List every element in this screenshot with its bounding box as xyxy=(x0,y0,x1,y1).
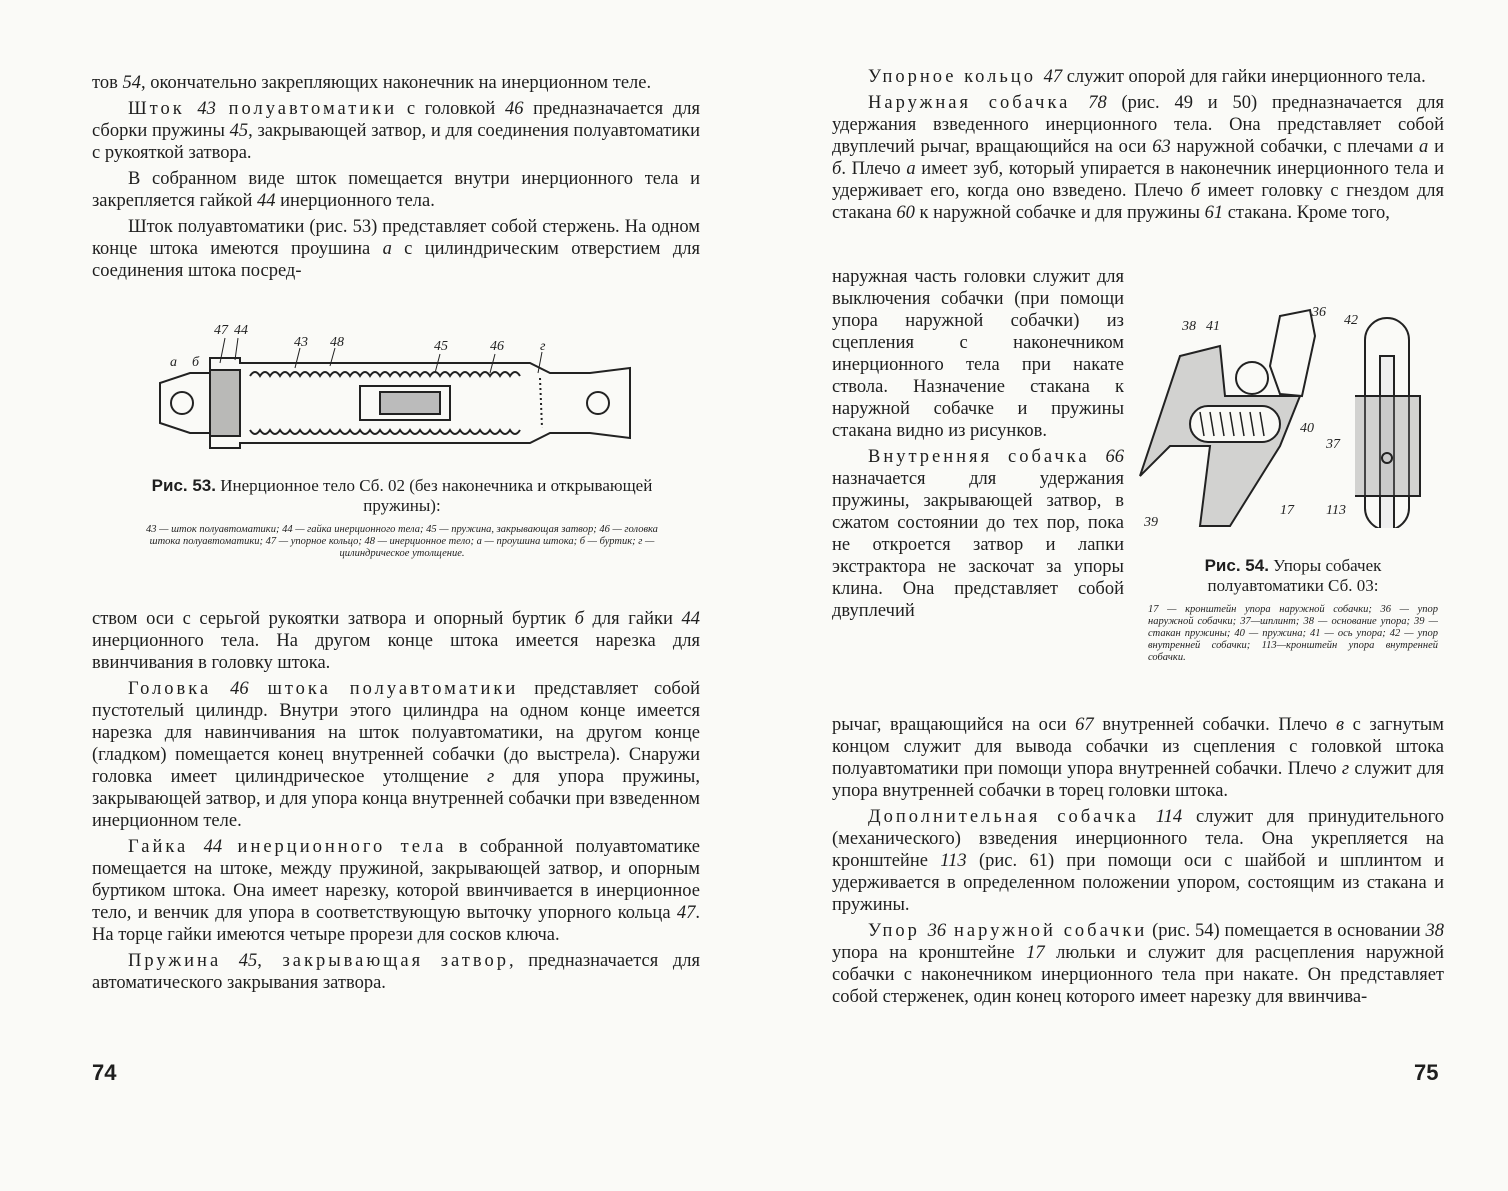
reference-number: 45 xyxy=(229,121,249,141)
right-text-bottom xyxy=(832,714,1444,1012)
figure-53-caption-number: Рис. 53. xyxy=(151,476,216,495)
text-run: инерционного тела. xyxy=(275,191,435,211)
text-run: рычаг, вращающийся на оси xyxy=(832,715,1076,735)
figure-53-caption xyxy=(132,476,672,560)
reference-number: 78 xyxy=(1088,93,1107,113)
text-run: представляет собой пустотелый цилиндр. Внутри этого цилиндра на одном конце имеется нарезка для навинчивания на шток полуавтоматики, на другом конце (гладком) помещается конец внутренней собачки (до выстрела). Снаружи головка имеет цилиндрическое утолщение xyxy=(92,679,700,787)
text-run: с загнутым концом служит для вывода собачки из сцепления с головкой штока полуавтоматики при помощи упора внутренней собачки. Плечо xyxy=(832,715,1444,779)
text-run: имеет зуб, который упирается в наконечник инерционного тела и удерживает его, когда оно взведено. Плечо xyxy=(832,159,1444,201)
text-run: в собранной полуавтоматике помещается на штоке, между пружиной, закрывающей затвор, и опорным буртиком штока. Она имеет нарезку, которой ввинчивается в инерционное тело, и венчик для упора в соответствующую выточку упорного кольца xyxy=(92,837,701,923)
figure-54-drawing xyxy=(1130,296,1450,528)
reference-number: 61 xyxy=(1204,203,1224,223)
text-run: наружной собачки, с плечами xyxy=(1170,137,1420,157)
fig53-label-g: г xyxy=(540,339,546,354)
fig54-label-113: 113 xyxy=(1326,503,1346,518)
reference-number: 44 xyxy=(203,837,223,857)
text-run: Шток полуавтоматики (рис. 53) представляет собой стержень. На одном конце штока имеются проушина xyxy=(92,217,700,259)
spaced-term: Внутренняя собачка xyxy=(868,447,1106,467)
reference-number: 60 xyxy=(896,203,915,223)
text-run: инерционного тела. На другом конце штока имеется нарезка для ввинчивания в головку штока. xyxy=(92,631,700,673)
text-run: внутренней собачки. Плечо xyxy=(1093,715,1336,735)
reference-number: б xyxy=(832,159,842,179)
text-run: стакана. Кроме того, xyxy=(1223,203,1390,223)
reference-number: г xyxy=(1341,759,1350,779)
paragraph xyxy=(832,714,1444,802)
text-run: к наружной собачке и для пружины xyxy=(914,203,1205,223)
right-text-top xyxy=(832,66,1444,228)
fig53-label-43: 43 xyxy=(294,335,308,350)
fig53-label-a: а xyxy=(170,355,177,370)
spaced-term: Наружная собачка xyxy=(868,93,1089,113)
paragraph xyxy=(92,168,700,212)
paragraph xyxy=(92,608,700,674)
spaced-term: полуавтоматики xyxy=(215,99,398,119)
spaced-term: Гайка xyxy=(128,837,204,857)
figure-53-drawing xyxy=(150,318,670,468)
fig54-label-36: 36 xyxy=(1312,305,1326,320)
fig54-label-41: 41 xyxy=(1206,319,1220,334)
fig53-label-45: 45 xyxy=(434,339,448,354)
spaced-term: инерционного тела xyxy=(222,837,447,857)
paragraph xyxy=(832,920,1444,1008)
spaced-term: Шток xyxy=(128,99,198,119)
paragraph xyxy=(92,950,700,994)
reference-number: а xyxy=(382,239,392,259)
page-number-74: 74 xyxy=(92,1060,117,1085)
reference-number: 36 xyxy=(927,921,947,941)
reference-number: 66 xyxy=(1105,447,1124,467)
text-run: , предназначается для автоматического закрывания затвора. xyxy=(92,951,701,993)
reference-number: г xyxy=(487,767,495,787)
reference-number: б xyxy=(574,609,584,629)
reference-number: 38 xyxy=(1425,921,1444,941)
paragraph xyxy=(92,216,700,282)
text-run: с цилиндрическим отверстием для соединения штока посред- xyxy=(92,239,701,281)
text-run: с головкой xyxy=(397,99,505,119)
text-run: для гайки xyxy=(583,609,682,629)
spaced-term: Дополнительная собачка xyxy=(868,807,1156,827)
reference-number: 45 xyxy=(238,951,258,971)
reference-number: 114 xyxy=(1155,807,1183,827)
text-run: и xyxy=(1428,137,1444,157)
fig54-label-17: 17 xyxy=(1280,503,1294,518)
text-run: наружная часть головки служит для выключения собачки (при помощи упора наружной собачки) из сцепления с наконечником инерционного тела при накате ствола. Назначение стакана к наружной собачке и пружины стакана видно из рисунков. xyxy=(832,267,1124,441)
reference-number: 54 xyxy=(122,73,141,93)
fig53-label-47: 47 xyxy=(214,323,228,338)
reference-number: 67 xyxy=(1075,715,1094,735)
spaced-term: штока полуавтоматики xyxy=(248,679,519,699)
text-run: (рис. 49 и 50) предназначается для удержания взведенного инерционного тела. Она представляет собой двуплечий рычаг, вращающийся на оси xyxy=(832,93,1444,157)
reference-number: 113 xyxy=(940,851,967,871)
paragraph xyxy=(832,266,1124,442)
fig54-label-40: 40 xyxy=(1300,421,1314,436)
figure-54-caption-number: Рис. 54. xyxy=(1204,556,1269,575)
left-text-top xyxy=(92,72,700,286)
paragraph xyxy=(832,806,1444,916)
fig53-label-b: б xyxy=(192,355,200,370)
fig53-label-46: 46 xyxy=(490,339,504,354)
paragraph xyxy=(832,446,1124,622)
spaced-term: Головка xyxy=(128,679,231,699)
reference-number: 46 xyxy=(230,679,249,699)
fig54-label-39: 39 xyxy=(1144,515,1158,528)
paragraph xyxy=(832,66,1444,88)
text-run: для упора пружины, закрывающей затвор, и для упора конца внутренней собачки при взведенном инерционном теле. xyxy=(92,767,700,831)
fig54-label-37: 37 xyxy=(1326,437,1340,452)
figure-54-legend: 17 — кронштейн упора наружной собачки; 36 — упор наружной собачки; 37—шплинт; 38 — основание упора; 39 — стакан пружины; 40 — пружина; 41 — ось упора; 42 — упор внутренней собачки; 113—кронштейн упора внутренней собачки. xyxy=(1148,604,1438,663)
right-text-wrap xyxy=(832,266,1124,626)
text-run: имеет головку с гнездом для стакана xyxy=(832,181,1444,223)
figure-54-caption xyxy=(1148,556,1438,664)
spaced-term: наружной собачки xyxy=(946,921,1148,941)
spaced-term: Упорное кольцо xyxy=(868,67,1044,87)
text-run: служит для упора внутренней собачки в торец головки штока. xyxy=(832,759,1444,801)
reference-number: а xyxy=(906,159,916,179)
paragraph xyxy=(92,836,700,946)
right-page xyxy=(754,0,1508,1191)
fig53-label-48: 48 xyxy=(330,335,344,350)
reference-number: 46 xyxy=(504,99,524,119)
reference-number: 63 xyxy=(1152,137,1171,157)
fig53-label-44: 44 xyxy=(234,323,248,338)
reference-number: а xyxy=(1419,137,1429,157)
text-run: предназначается для сборки пружины xyxy=(92,99,701,141)
text-run: . На торце гайки имеются четыре прорези для сосков ключа. xyxy=(92,903,700,945)
text-run: люльки и служит для расцепления наружной собачки с наконечником инерционного тела при накате. Он представляет собой стерженек, один конец которого имеет нарезку для ввинчива- xyxy=(832,943,1444,1007)
text-run: упора на кронштейне xyxy=(832,943,1027,963)
figure-54-caption-text: Упоры собачек полуавтоматики Сб. 03: xyxy=(1207,556,1382,595)
figure-53-legend: 43 — шток полуавтоматики; 44 — гайка инерционного тела; 45 — пружина, закрывающая затвор; 46 — головка штока полуавтоматики; 47 — упорное кольцо; 48 — инерционное тело; а — проушина штока; б — буртик; г — цилиндрическое утолщение. xyxy=(146,524,658,559)
paragraph xyxy=(92,98,700,164)
figure-53-caption-text: Инерционное тело Сб. 02 (без наконечника и открывающей пружины): xyxy=(220,476,653,515)
reference-number: 17 xyxy=(1026,943,1045,963)
text-run: , закрывающей затвор, и для соединения полуавтоматики с рукояткой затвора. xyxy=(92,121,700,163)
spaced-term: Пружина xyxy=(128,951,239,971)
reference-number: 44 xyxy=(681,609,700,629)
paragraph xyxy=(92,72,700,94)
text-run: . Плечо xyxy=(841,159,907,179)
text-run: служит для принудительного (механического) взведения инерционного тела. Она укрепляется на кронштейне xyxy=(832,807,1444,871)
text-run: (рис. 61) при помощи оси с шайбой и шплинтом и удерживается в определенном положении упором, состоящим из стакана и пружины. xyxy=(832,851,1444,915)
reference-number: б xyxy=(1190,181,1200,201)
paragraph xyxy=(832,92,1444,224)
fig54-label-38: 38 xyxy=(1182,319,1196,334)
reference-number: 47 xyxy=(676,903,696,923)
left-text-bottom xyxy=(92,608,700,998)
text-run: ством оси с серьгой рукоятки затвора и опорный буртик xyxy=(92,609,575,629)
fig54-label-42: 42 xyxy=(1344,313,1358,328)
text-run: , окончательно закрепляющих наконечник на инерционном теле. xyxy=(140,73,652,93)
paragraph xyxy=(92,678,700,832)
text-run: тов xyxy=(92,73,123,93)
reference-number: 43 xyxy=(197,99,216,119)
spaced-term: Упор xyxy=(868,921,928,941)
text-run: В собранном виде шток помещается внутри инерционного тела и закрепляется гайкой xyxy=(92,169,700,211)
text-run: назначается для удержания пружины, закрывающей затвор, в сжатом состоянии до тех пор, пока не откроется затвор и лапки экстрактора не заскочат за упоры клина. Она представляет собой двуплечий xyxy=(832,469,1124,621)
reference-number: 44 xyxy=(257,191,276,211)
reference-number: в xyxy=(1335,715,1344,735)
spaced-term: , закрывающая затвор xyxy=(257,951,509,971)
reference-number: 47 xyxy=(1043,67,1063,87)
text-run: (рис. 54) помещается в основании xyxy=(1147,921,1426,941)
text-run: служит опорой для гайки инерционного тела. xyxy=(1062,67,1426,87)
page-number-75: 75 xyxy=(1414,1060,1439,1085)
